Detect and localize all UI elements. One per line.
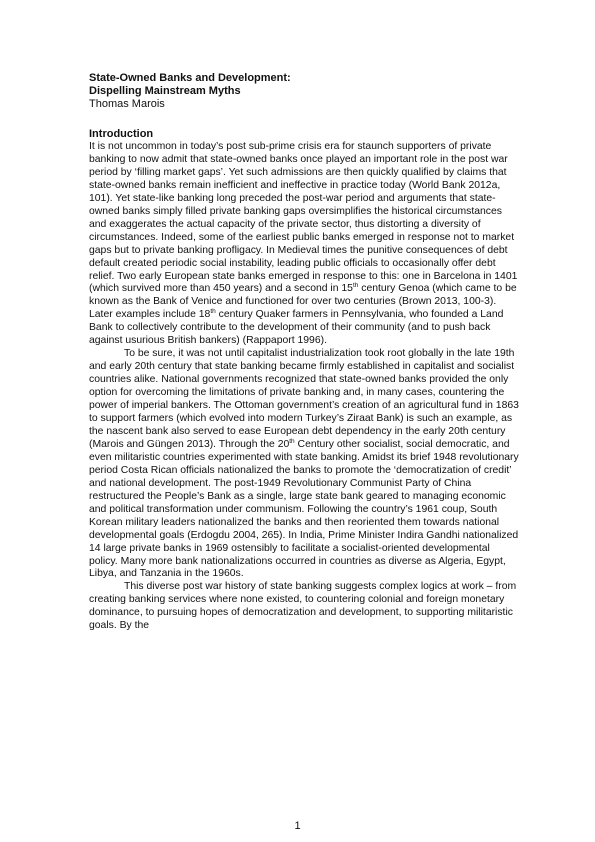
superscript-ordinal: th bbox=[210, 308, 216, 316]
page-number: 1 bbox=[294, 820, 301, 832]
section-heading: Introduction bbox=[89, 128, 154, 140]
superscript-ordinal: th bbox=[289, 437, 295, 445]
body-paragraph-3 bbox=[89, 581, 519, 633]
paragraph-text: Century other socialist, social democratic, and even militaristic countries experimented with state banking. Amidst its brief 1948 revolutionary period Costa Rican officials nationalized the banks to promote the ‘democratization of credit’ and national development. The post-1949 Revolutionary Communist Party of China restructured the People’s Bank as a single, large state bank geared to managing economic and political transformation under communism. Following the country’s 1961 coup, South Korean military leaders nationalized the banks and then reoriented them towards national developmental goals (Erdogdu 2004, 265). In India, Prime Minister Indira Gandhi nationalized 14 large private banks in 1969 ostensibly to facilitate a socialist-oriented developmental policy. Many more bank nationalizations occurred in countries as diverse as Algeria, Egypt, Libya, and Tanzania in the 1960s. bbox=[89, 438, 519, 580]
body-paragraph-1 bbox=[89, 141, 519, 348]
superscript-ordinal: th bbox=[352, 282, 359, 290]
title-line-1: State-Owned Banks and Development: bbox=[89, 72, 291, 84]
paragraph-text: This diverse post war history of state banking suggests complex logics at work – from creating banking services where none existed, to countering colonial and foreign monetary dominance, to pursuing hopes of democratization and development, to supporting militaristic goals. By the bbox=[89, 581, 517, 632]
paragraph-text: To be sure, it was not until capitalist industrialization took root globally in the late 19th and early 20th century that state banking became firmly established in capitalist and socialist countries alike. National governments recognized that state-owned banks provided the only option for overcoming the limitations of private banking and, in many cases, countering the power of imperial bankers. The Ottoman government’s creation of an agricultural fund in 1863 to support farmers (which evolved into modern Turkey’s Ziraat Bank) is such an example, as the nascent bank also served to ease European debt dependency in the early 20th century (Marois and Güngen 2013). Through the 20 bbox=[89, 348, 519, 450]
author-name: Thomas Marois bbox=[89, 98, 165, 110]
paragraph-text: century Quaker farmers in Pennsylvania, who founded a Land Bank to collectively contribute to the development of their community (and to push back against usurious British bankers) (Rappaport 1996). bbox=[89, 309, 504, 347]
paragraph-text: century Genoa (which came to be known as the Bank of Venice and functioned for over two centuries (Brown 2013, 100-3). Later examples include 18 bbox=[89, 283, 517, 321]
body-paragraph-2 bbox=[89, 348, 519, 581]
title-line-2: Dispelling Mainstream Myths bbox=[89, 85, 241, 97]
document-page bbox=[89, 72, 519, 633]
paragraph-text: It is not uncommon in today’s post sub-prime crisis era for staunch supporters of private banking to now admit that state-owned banks once played an important role in the post war period by ‘filling market gaps’. Yet such admissions are then quickly qualified by claims that state-owned banks remain inefficient and ineffective in practice today (World Bank 2012a, 101). Yet state-like banking long preceded the post-war period and arguments that state-owned banks simply filled private banking gaps oversimplifies the historical circumstances and exaggerates the actual capacity of the private sector, thus distorting a diversity of circumstances. Indeed, some of the earliest public banks emerged in response not to market gaps but to private banking profligacy. In Medieval times the punitive consequences of debt default created periodic social instability, leading public officials to occasionally offer debt relief. Two early European state banks emerged in response to this: one in Barcelona in 1401 (which survived more than 450 years) and a second in 15 bbox=[89, 141, 518, 295]
